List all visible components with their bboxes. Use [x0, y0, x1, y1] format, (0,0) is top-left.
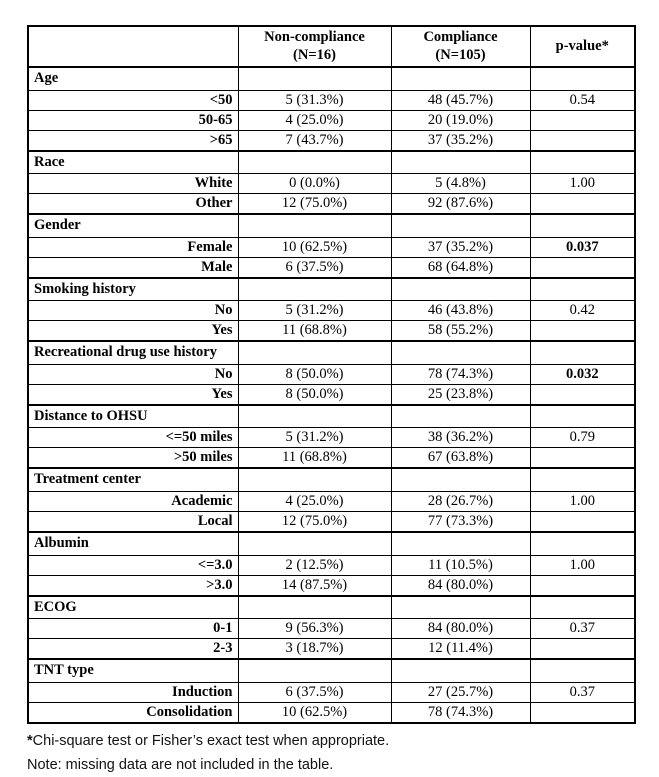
pvalue-cell: [530, 214, 635, 237]
pvalue-cell: [530, 384, 635, 405]
header-row: [28, 26, 635, 67]
compliance-cell: [391, 278, 530, 301]
row-label: >65: [28, 130, 238, 151]
compliance-cell: 5 (4.8%): [391, 174, 530, 194]
table-header: [28, 26, 635, 67]
pvalue-cell: [530, 130, 635, 151]
section-label: Albumin: [28, 532, 238, 555]
noncompliance-cell: 3 (18.7%): [238, 639, 391, 660]
compliance-cell: [391, 468, 530, 491]
header-noncompliance-line1: Non-compliance: [264, 29, 365, 46]
pvalue-cell: [530, 659, 635, 682]
data-row: [28, 448, 635, 469]
compliance-cell: 12 (11.4%): [391, 639, 530, 660]
section-label: TNT type: [28, 659, 238, 682]
noncompliance-cell: 11 (68.8%): [238, 448, 391, 469]
noncompliance-cell: [238, 214, 391, 237]
noncompliance-cell: 0 (0.0%): [238, 174, 391, 194]
data-row: [28, 301, 635, 321]
footnote-missing-data: [27, 753, 634, 777]
pvalue-cell: [530, 341, 635, 364]
compliance-cell: 58 (55.2%): [391, 321, 530, 342]
header-pvalue: p-value*: [530, 26, 635, 67]
pvalue-cell: [530, 596, 635, 619]
pvalue-cell: 0.37: [530, 619, 635, 639]
noncompliance-cell: 8 (50.0%): [238, 384, 391, 405]
pvalue-cell: [530, 639, 635, 660]
footnote-missing-data-text: Note: missing data are not included in the table.: [27, 756, 334, 773]
row-label: Male: [28, 257, 238, 278]
section-row: [28, 532, 635, 555]
footnotes: [27, 729, 634, 777]
data-row: [28, 491, 635, 511]
section-label: ECOG: [28, 596, 238, 619]
compliance-cell: 37 (35.2%): [391, 130, 530, 151]
compliance-cell: 84 (80.0%): [391, 619, 530, 639]
noncompliance-cell: 5 (31.2%): [238, 301, 391, 321]
section-row: [28, 405, 635, 428]
pvalue-cell: [530, 532, 635, 555]
pvalue-cell: 1.00: [530, 174, 635, 194]
noncompliance-cell: [238, 67, 391, 90]
pvalue-cell: 0.037: [530, 237, 635, 257]
footnote-chi-square-text: Chi-square test or Fisher’s exact test when appropriate.: [32, 732, 390, 749]
data-row: [28, 682, 635, 702]
row-label: Local: [28, 511, 238, 532]
row-label: No: [28, 364, 238, 384]
row-label: Yes: [28, 321, 238, 342]
data-row: [28, 257, 635, 278]
data-row: [28, 110, 635, 130]
data-row: [28, 619, 635, 639]
section-label: Distance to OHSU: [28, 405, 238, 428]
compliance-cell: 46 (43.8%): [391, 301, 530, 321]
data-row: [28, 321, 635, 342]
row-label: 2-3: [28, 639, 238, 660]
compliance-cell: [391, 532, 530, 555]
noncompliance-cell: [238, 659, 391, 682]
row-label: >3.0: [28, 575, 238, 596]
section-row: [28, 596, 635, 619]
document-page: [27, 25, 634, 777]
noncompliance-cell: 9 (56.3%): [238, 619, 391, 639]
compliance-cell: 28 (26.7%): [391, 491, 530, 511]
pvalue-cell: [530, 321, 635, 342]
compliance-cell: 48 (45.7%): [391, 90, 530, 110]
data-row: [28, 130, 635, 151]
pvalue-cell: [530, 702, 635, 723]
noncompliance-cell: 10 (62.5%): [238, 237, 391, 257]
data-row: [28, 174, 635, 194]
noncompliance-cell: 4 (25.0%): [238, 110, 391, 130]
noncompliance-cell: [238, 278, 391, 301]
pvalue-cell: 0.032: [530, 364, 635, 384]
compliance-cell: 68 (64.8%): [391, 257, 530, 278]
row-label: <50: [28, 90, 238, 110]
pvalue-cell: [530, 468, 635, 491]
noncompliance-cell: 7 (43.7%): [238, 130, 391, 151]
row-label: Other: [28, 194, 238, 215]
section-row: [28, 151, 635, 174]
noncompliance-cell: 5 (31.3%): [238, 90, 391, 110]
pvalue-cell: 0.42: [530, 301, 635, 321]
compliance-cell: 11 (10.5%): [391, 555, 530, 575]
pvalue-cell: 1.00: [530, 555, 635, 575]
row-label: Female: [28, 237, 238, 257]
noncompliance-cell: 11 (68.8%): [238, 321, 391, 342]
compliance-cell: [391, 67, 530, 90]
footnote-asterisk: *: [27, 732, 33, 749]
noncompliance-cell: 8 (50.0%): [238, 364, 391, 384]
pvalue-cell: [530, 257, 635, 278]
noncompliance-cell: [238, 468, 391, 491]
compliance-cell: [391, 151, 530, 174]
compliance-cell: 37 (35.2%): [391, 237, 530, 257]
data-row: [28, 555, 635, 575]
compliance-cell: 77 (73.3%): [391, 511, 530, 532]
noncompliance-cell: 10 (62.5%): [238, 702, 391, 723]
row-label: No: [28, 301, 238, 321]
pvalue-cell: [530, 575, 635, 596]
row-label: White: [28, 174, 238, 194]
data-row: [28, 384, 635, 405]
section-label: Treatment center: [28, 468, 238, 491]
compliance-cell: 25 (23.8%): [391, 384, 530, 405]
pvalue-cell: 0.37: [530, 682, 635, 702]
compliance-cell: 27 (25.7%): [391, 682, 530, 702]
noncompliance-cell: 14 (87.5%): [238, 575, 391, 596]
section-label: Smoking history: [28, 278, 238, 301]
noncompliance-cell: 12 (75.0%): [238, 194, 391, 215]
characteristics-table: [27, 25, 636, 724]
footnote-chi-square: [27, 729, 634, 753]
header-characteristic: [28, 26, 238, 67]
pvalue-cell: [530, 278, 635, 301]
noncompliance-cell: [238, 151, 391, 174]
table-body: [28, 67, 635, 723]
data-row: [28, 364, 635, 384]
data-row: [28, 511, 635, 532]
noncompliance-cell: [238, 596, 391, 619]
data-row: [28, 575, 635, 596]
compliance-cell: 20 (19.0%): [391, 110, 530, 130]
section-row: [28, 278, 635, 301]
pvalue-cell: [530, 194, 635, 215]
row-label: <=3.0: [28, 555, 238, 575]
compliance-cell: [391, 214, 530, 237]
compliance-cell: [391, 341, 530, 364]
noncompliance-cell: 6 (37.5%): [238, 682, 391, 702]
pvalue-cell: [530, 67, 635, 90]
pvalue-cell: [530, 151, 635, 174]
compliance-cell: [391, 405, 530, 428]
header-noncompliance: [238, 26, 391, 67]
data-row: [28, 428, 635, 448]
noncompliance-cell: [238, 405, 391, 428]
section-label: Recreational drug use history: [28, 341, 238, 364]
section-row: [28, 341, 635, 364]
header-compliance-line1: Compliance: [423, 29, 498, 46]
pvalue-cell: 0.79: [530, 428, 635, 448]
row-label: >50 miles: [28, 448, 238, 469]
noncompliance-cell: [238, 341, 391, 364]
noncompliance-cell: 12 (75.0%): [238, 511, 391, 532]
compliance-cell: 38 (36.2%): [391, 428, 530, 448]
pvalue-cell: [530, 448, 635, 469]
data-row: [28, 639, 635, 660]
compliance-cell: 92 (87.6%): [391, 194, 530, 215]
section-row: [28, 468, 635, 491]
noncompliance-cell: 4 (25.0%): [238, 491, 391, 511]
noncompliance-cell: 2 (12.5%): [238, 555, 391, 575]
row-label: 50-65: [28, 110, 238, 130]
pvalue-cell: 1.00: [530, 491, 635, 511]
section-label: Gender: [28, 214, 238, 237]
section-label: Age: [28, 67, 238, 90]
row-label: 0-1: [28, 619, 238, 639]
header-compliance: [391, 26, 530, 67]
data-row: [28, 90, 635, 110]
compliance-cell: 67 (63.8%): [391, 448, 530, 469]
pvalue-cell: [530, 110, 635, 130]
pvalue-cell: [530, 511, 635, 532]
compliance-cell: 78 (74.3%): [391, 364, 530, 384]
row-label: Consolidation: [28, 702, 238, 723]
data-row: [28, 194, 635, 215]
compliance-cell: 78 (74.3%): [391, 702, 530, 723]
compliance-cell: 84 (80.0%): [391, 575, 530, 596]
noncompliance-cell: 5 (31.2%): [238, 428, 391, 448]
compliance-cell: [391, 596, 530, 619]
section-row: [28, 659, 635, 682]
section-row: [28, 214, 635, 237]
row-label: Academic: [28, 491, 238, 511]
row-label: Yes: [28, 384, 238, 405]
header-compliance-line2: (N=105): [435, 46, 486, 63]
data-row: [28, 237, 635, 257]
compliance-cell: [391, 659, 530, 682]
row-label: <=50 miles: [28, 428, 238, 448]
row-label: Induction: [28, 682, 238, 702]
section-label: Race: [28, 151, 238, 174]
data-row: [28, 702, 635, 723]
noncompliance-cell: [238, 532, 391, 555]
section-row: [28, 67, 635, 90]
noncompliance-cell: 6 (37.5%): [238, 257, 391, 278]
header-noncompliance-line2: (N=16): [293, 46, 336, 63]
pvalue-cell: 0.54: [530, 90, 635, 110]
pvalue-cell: [530, 405, 635, 428]
